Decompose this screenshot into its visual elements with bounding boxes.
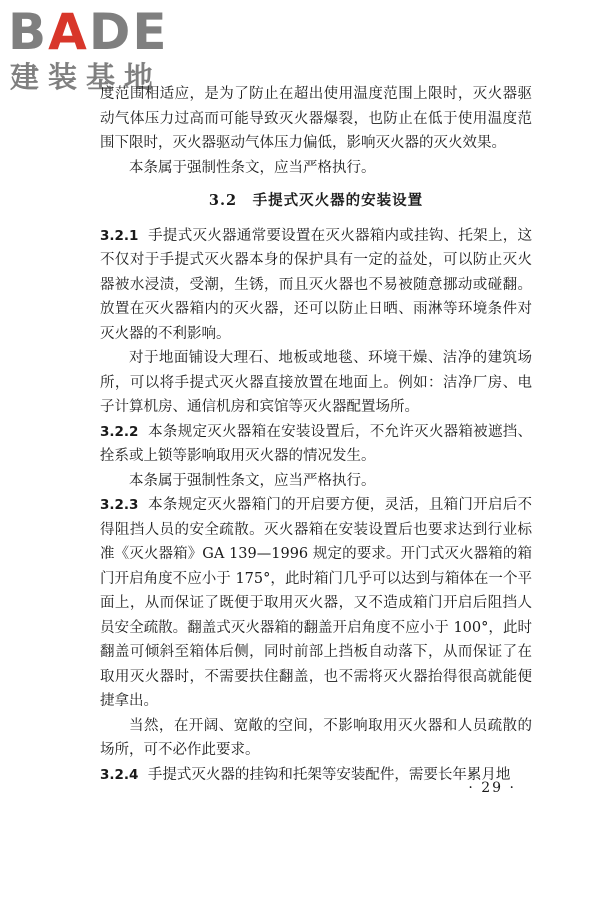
section-heading: 3.2 手提式灭火器的安装设置 (208, 192, 424, 209)
clause-text: 本条规定灭火器箱在安装设置后，不允许灭火器箱被遮挡、拴系或上锁等影响取用灭火器的情况发生。 (100, 423, 532, 464)
clause-text: 手提式灭火器通常要设置在灭火器箱内或挂钩、托架上，这不仅对于手提式灭火器本身的保护具有一定的益处，可以防止灭火器被水浸渍，受潮，生锈，而且灭火器也不易被随意挪动或碰翻。放置在灭火器箱内的灭火器，还可以防止日晒、雨淋等环境条件对灭火器的不利影响。 (100, 227, 532, 342)
clause-3-2-2-para-2: 本条属于强制性条文，应当严格执行。 (129, 472, 376, 489)
document-page (100, 82, 532, 787)
clause-3-2-4 (100, 763, 532, 788)
clause-text: 手提式灭火器的挂钩和托架等安装配件，需要长年累月地 (147, 766, 511, 783)
clause-3-2-1 (100, 224, 532, 347)
clause-number: 3.2.2 (100, 423, 139, 440)
clause-3-2-3 (100, 493, 532, 714)
logo-subtitle: 建装基地 (10, 60, 163, 94)
clause-3-2-3-para-2: 当然，在开阔、宽敞的空间，不影响取用灭火器和人员疏散的场所，可不必作此要求。 (100, 717, 532, 758)
clause-3-2-2 (100, 420, 532, 469)
page-number: · 29 · (468, 780, 516, 796)
clause-number: 3.2.3 (100, 497, 139, 513)
clause-number: 3.2.4 (100, 766, 139, 783)
intro-paragraph: 度范围相适应，是为了防止在超出使用温度范围上限时，灭火器驱动气体压力过高而可能导致灭火器爆裂，也防止在低于使用温度范围下限时，灭火器驱动气体压力偏低，影响灭火器的灭火效果。 (100, 86, 532, 151)
logo-wordmark: BADE (8, 3, 169, 61)
mandatory-note: 本条属于强制性条文，应当严格执行。 (129, 159, 376, 176)
clause-number: 3.2.1 (100, 227, 139, 244)
clause-text: 本条规定灭火器箱门的开启要方便，灵活，且箱门开启后不得阻挡人员的安全疏散。灭火器箱在安装设置后也要求达到行业标准《灭火器箱》GA 139—1996 规定的要求。开门式灭火器箱的箱门开启角度不应小于 175°，此时箱门几乎可以达到与箱体在一个平面上，从而保证了既便于取用灭火器，又不造成箱门开启后阻挡人员安全疏散。翻盖式灭火器箱的翻盖开启角度不应小于 100°，此时翻盖可倾斜至箱体后侧，同时前部上挡板自动落下，从而保证了在取用灭火器时，不需要扶住翻盖，也不需将灭火器抬得很高就能便捷拿出。 (100, 497, 532, 709)
clause-3-2-1-para-2: 对于地面铺设大理石、地板或地毯、环境干燥、洁净的建筑场所，可以将手提式灭火器直接放置在地面上。例如：洁净厂房、电子计算机房、通信机房和宾馆等灭火器配置场所。 (100, 350, 532, 415)
